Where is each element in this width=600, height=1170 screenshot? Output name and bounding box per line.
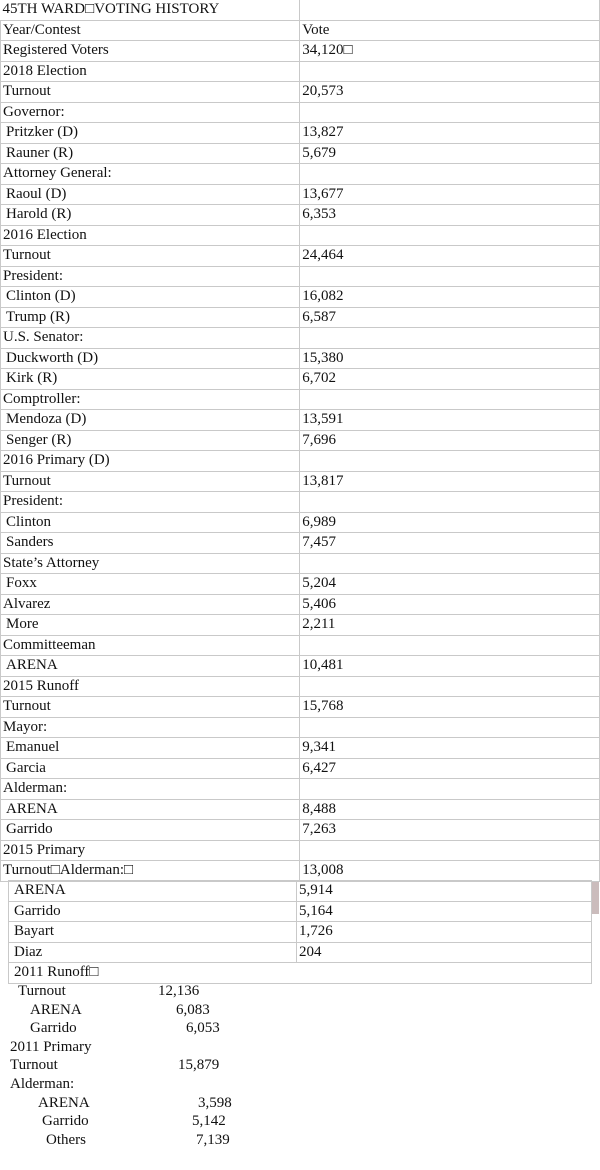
table-row: [1, 143, 600, 164]
table-row: [1, 451, 600, 472]
title-blank-cell: [300, 0, 600, 20]
table-row: [1, 676, 600, 697]
table-row: [1, 738, 600, 759]
vote-cell: [300, 676, 600, 697]
contest-cell: Bayart: [9, 922, 297, 943]
vote-cell: 15,768: [300, 697, 600, 718]
table-row: [1, 307, 600, 328]
vote-cell: 13,817: [300, 471, 600, 492]
vote-cell: [300, 225, 600, 246]
table-row: [1, 389, 600, 410]
list-item-label: Alderman:: [10, 1075, 75, 1092]
list-item: [0, 1056, 300, 1075]
table-row: [1, 225, 600, 246]
table-row: [1, 82, 600, 103]
boxed-sub-table: [8, 880, 592, 984]
contest-cell: 2015 Runoff: [1, 676, 300, 697]
contest-cell: Registered Voters: [1, 41, 300, 62]
table-row: [9, 942, 592, 963]
vote-cell: 34,120□: [300, 41, 600, 62]
table-row: [1, 717, 600, 738]
plain-text-list: [0, 982, 300, 1149]
list-item: [0, 1112, 300, 1131]
contest-cell: Mendoza (D): [1, 410, 300, 431]
list-item: [0, 1075, 300, 1094]
table-row: [1, 246, 600, 267]
vote-cell: [300, 553, 600, 574]
list-item-value: 7,139: [196, 1131, 230, 1148]
list-item: [0, 1094, 300, 1113]
boxed-sub-table-body: [9, 881, 592, 984]
list-item: [0, 982, 300, 1001]
table-row: [1, 656, 600, 677]
list-item-value: 6,053: [186, 1020, 220, 1037]
table-row: [1, 61, 600, 82]
contest-cell: Sanders: [1, 533, 300, 554]
contest-cell: ARENA: [9, 881, 297, 902]
contest-cell: Raoul (D): [1, 184, 300, 205]
vote-cell: 8,488: [300, 799, 600, 820]
contest-cell: Attorney General:: [1, 164, 300, 185]
table-row: [1, 266, 600, 287]
contest-cell: ARENA: [1, 656, 300, 677]
table-row: [1, 861, 600, 882]
vote-cell: 6,587: [300, 307, 600, 328]
contest-cell: Senger (R): [1, 430, 300, 451]
contest-cell: 2016 Election: [1, 225, 300, 246]
contest-cell: Turnout: [1, 82, 300, 103]
list-item: [0, 1019, 300, 1038]
table-row: [1, 471, 600, 492]
vote-cell: 9,341: [300, 738, 600, 759]
table-row: [1, 102, 600, 123]
contest-cell: Clinton (D): [1, 287, 300, 308]
table-row: [1, 205, 600, 226]
list-item-value: 5,142: [192, 1113, 226, 1130]
table-row: [9, 922, 592, 943]
list-item-label: ARENA: [30, 1001, 82, 1018]
list-item-value: 12,136: [158, 983, 200, 999]
contest-cell: 2016 Primary (D): [1, 451, 300, 472]
vote-cell: 2,211: [300, 615, 600, 636]
vote-cell: 6,702: [300, 369, 600, 390]
contest-cell: Alvarez: [1, 594, 300, 615]
section-heading-cell: 2011 Runoff□: [9, 963, 592, 984]
list-item-value: 15,879: [178, 1057, 220, 1074]
table-row: [1, 164, 600, 185]
vote-cell: [300, 61, 600, 82]
list-item: [0, 1038, 300, 1057]
contest-cell: More: [1, 615, 300, 636]
vote-cell: [300, 492, 600, 513]
contest-cell: Pritzker (D): [1, 123, 300, 144]
list-item-label: Garrido: [30, 1020, 77, 1037]
scroll-marker: [592, 882, 599, 914]
table-title: 45TH WARD□VOTING HISTORY: [1, 0, 300, 20]
vote-cell: 5,406: [300, 594, 600, 615]
vote-cell: [300, 164, 600, 185]
header-vote: Vote: [300, 20, 600, 41]
table-row: [1, 553, 600, 574]
header-row: [1, 20, 600, 41]
vote-cell: 15,380: [300, 348, 600, 369]
vote-cell: 13,827: [300, 123, 600, 144]
contest-cell: 2015 Primary: [1, 840, 300, 861]
vote-cell: 6,989: [300, 512, 600, 533]
vote-cell: 20,573: [300, 82, 600, 103]
contest-cell: State’s Attorney: [1, 553, 300, 574]
contest-cell: Garrido: [1, 820, 300, 841]
voting-history-body: [1, 0, 600, 881]
contest-cell: Garcia: [1, 758, 300, 779]
contest-cell: Comptroller:: [1, 389, 300, 410]
contest-cell: Turnout: [1, 246, 300, 267]
table-row: [9, 901, 592, 922]
vote-cell: 24,464: [300, 246, 600, 267]
list-item-label: Turnout: [18, 983, 66, 999]
title-row: [1, 0, 600, 20]
table-row: [1, 410, 600, 431]
contest-cell: Clinton: [1, 512, 300, 533]
vote-cell: 7,263: [300, 820, 600, 841]
contest-cell: U.S. Senator:: [1, 328, 300, 349]
contest-cell: ARENA: [1, 799, 300, 820]
vote-cell: 13,008: [300, 861, 600, 882]
vote-cell: 204: [297, 942, 592, 963]
contest-cell: Garrido: [9, 901, 297, 922]
vote-cell: 5,204: [300, 574, 600, 595]
vote-cell: 16,082: [300, 287, 600, 308]
list-item-label: Others: [46, 1131, 86, 1148]
vote-cell: 13,591: [300, 410, 600, 431]
table-row: [1, 697, 600, 718]
table-row: [1, 430, 600, 451]
vote-cell: [300, 328, 600, 349]
contest-cell: President:: [1, 266, 300, 287]
list-item-label: ARENA: [38, 1094, 90, 1111]
vote-cell: [300, 266, 600, 287]
list-item-value: 6,083: [176, 1001, 210, 1018]
contest-cell: Diaz: [9, 942, 297, 963]
vote-cell: 7,457: [300, 533, 600, 554]
table-row: [1, 287, 600, 308]
table-row: [1, 348, 600, 369]
contest-cell: Duckworth (D): [1, 348, 300, 369]
contest-cell: Trump (R): [1, 307, 300, 328]
list-item: [0, 1131, 300, 1150]
vote-cell: 6,353: [300, 205, 600, 226]
contest-cell: Mayor:: [1, 717, 300, 738]
table-row: [1, 635, 600, 656]
vote-cell: [300, 451, 600, 472]
table-row: [1, 799, 600, 820]
table-row: [1, 840, 600, 861]
table-row: [1, 758, 600, 779]
vote-cell: 5,164: [297, 901, 592, 922]
table-row: [1, 123, 600, 144]
table-row: [1, 820, 600, 841]
table-row: [9, 881, 592, 902]
vote-cell: 5,679: [300, 143, 600, 164]
list-item-value: 3,598: [198, 1094, 232, 1111]
table-row: [1, 41, 600, 62]
contest-cell: Harold (R): [1, 205, 300, 226]
table-row: [1, 328, 600, 349]
vote-cell: [300, 389, 600, 410]
table-row: [1, 615, 600, 636]
table-row: [1, 184, 600, 205]
table-row: [9, 963, 592, 984]
vote-cell: [300, 102, 600, 123]
vote-cell: 1,726: [297, 922, 592, 943]
contest-cell: Alderman:: [1, 779, 300, 800]
header-year-contest: Year/Contest: [1, 20, 300, 41]
table-row: [1, 512, 600, 533]
vote-cell: [300, 779, 600, 800]
table-row: [1, 533, 600, 554]
contest-cell: Turnout: [1, 697, 300, 718]
table-row: [1, 369, 600, 390]
list-item-label: 2011 Primary: [10, 1038, 92, 1055]
contest-cell: Turnout: [1, 471, 300, 492]
vote-cell: [300, 840, 600, 861]
vote-cell: [300, 635, 600, 656]
vote-cell: 5,914: [297, 881, 592, 902]
table-row: [1, 574, 600, 595]
table-row: [1, 492, 600, 513]
contest-cell: Emanuel: [1, 738, 300, 759]
list-item-label: Turnout: [10, 1057, 58, 1074]
vote-cell: 13,677: [300, 184, 600, 205]
vote-cell: 6,427: [300, 758, 600, 779]
contest-cell: Turnout□Alderman:□: [1, 861, 300, 882]
contest-cell: 2018 Election: [1, 61, 300, 82]
vote-cell: 7,696: [300, 430, 600, 451]
table-row: [1, 594, 600, 615]
list-item: [0, 1001, 300, 1020]
contest-cell: Rauner (R): [1, 143, 300, 164]
contest-cell: Kirk (R): [1, 369, 300, 390]
contest-cell: Committeeman: [1, 635, 300, 656]
list-item-label: Garrido: [42, 1113, 89, 1130]
contest-cell: Foxx: [1, 574, 300, 595]
contest-cell: President:: [1, 492, 300, 513]
table-row: [1, 779, 600, 800]
vote-cell: 10,481: [300, 656, 600, 677]
contest-cell: Governor:: [1, 102, 300, 123]
vote-cell: [300, 717, 600, 738]
